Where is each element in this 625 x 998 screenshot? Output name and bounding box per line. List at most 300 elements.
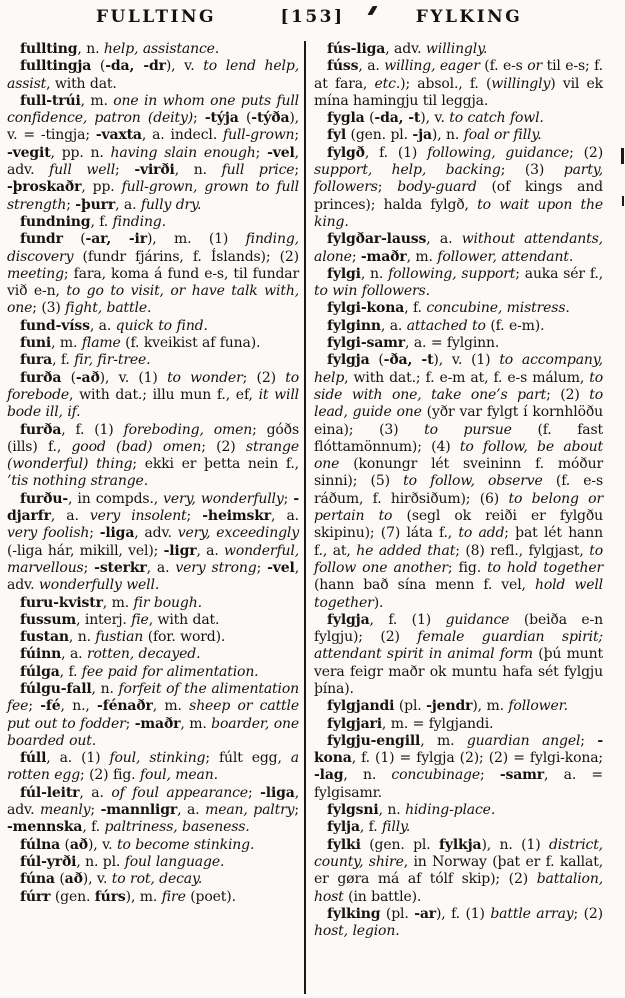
headword: fúrs [94, 888, 126, 905]
dictionary-entry [314, 127, 603, 144]
headword: fylgjandi [327, 698, 395, 715]
gloss-text: foreboding, omen [123, 421, 253, 438]
body-text: (of kings and princes); halda fylgð, [314, 179, 603, 213]
headword: -fé [40, 698, 61, 715]
body-text: (f. kveikist af funa). [120, 335, 261, 352]
headword: -þroskaðr [7, 179, 82, 196]
body-text: , f. [90, 213, 113, 230]
headword: fylja [327, 819, 360, 836]
headword: -sterkr [94, 559, 147, 576]
body-text: ; [377, 179, 398, 196]
gloss-text: following, guidance [427, 144, 570, 161]
dictionary-entry [314, 58, 603, 110]
headword: -týða [251, 110, 290, 127]
gloss-text: foul, stinking [109, 750, 206, 767]
body-text: ; [28, 698, 41, 715]
gloss-text: full-grown, grown to full strength [7, 179, 299, 213]
dictionary-entry [314, 716, 603, 733]
gloss-text: fire [161, 888, 186, 905]
gloss-text: full price [221, 162, 295, 179]
body-text: ; [294, 162, 299, 179]
headword: fúss [327, 58, 359, 75]
scan-artifact [621, 148, 624, 164]
dictionary-entry [314, 819, 603, 836]
body-text: , n. [68, 629, 96, 646]
headword: -fénaðr [97, 698, 153, 715]
body-text: , n. [378, 802, 406, 819]
scan-artifact [622, 196, 624, 206]
gloss-text: foal or filly. [463, 127, 542, 144]
body-text: (þú munt vera feigr maðr ok muntu hafa sét fylgju þína). [314, 646, 603, 697]
body-text: , m. [152, 698, 190, 715]
body-text: , m. [80, 92, 114, 109]
body-text: , adv. [7, 784, 299, 819]
body-text: ( [91, 58, 106, 75]
headword: að [64, 871, 83, 888]
gloss-text: finding, discovery [7, 231, 299, 265]
body-text: , pp. n. [50, 144, 111, 161]
headword: furða [20, 369, 62, 386]
gloss-text: fie [131, 611, 149, 628]
dictionary-entry [314, 352, 603, 611]
body-text: til e-s; f. at fara, [314, 58, 603, 92]
headword: full-trúi [20, 92, 81, 109]
body-text: ), v. (1) [99, 369, 168, 386]
gloss-text: of foul appearance [111, 784, 248, 801]
gloss-text: or [527, 58, 543, 75]
body-text: ), m. [472, 698, 509, 715]
body-text: ; [193, 110, 205, 127]
headword: fygla [327, 110, 365, 127]
dictionary-entry [314, 145, 603, 231]
text-columns [0, 39, 625, 994]
gloss-text: wonderfully well. [38, 577, 160, 594]
gloss-text: to win followers. [314, 283, 430, 300]
gloss-text: hiding-place. [405, 802, 496, 819]
gloss-text: very foolish [7, 525, 90, 542]
headword: fylking [327, 905, 381, 922]
dictionary-entry [7, 93, 299, 214]
gloss-text: sheep or cattle put out to fodder [7, 698, 299, 732]
body-text: ), m. (1) [146, 231, 246, 248]
gloss-text: following, support [388, 265, 516, 282]
dictionary-entry [314, 318, 603, 335]
body-text: , f. (1) [369, 611, 446, 628]
headword: -týja [204, 110, 239, 127]
body-text: ) vil ek mína hamingju til leggja. [314, 75, 603, 109]
headword: fundning [20, 213, 91, 230]
headword: fylgi [327, 265, 361, 282]
headword: -da, -dr [105, 58, 166, 75]
dictionary-entry [7, 231, 299, 317]
body-text: , with dat.; f. e-m at, f. e-s málum, [344, 369, 590, 386]
body-text: , a. [79, 784, 112, 801]
gloss-text: to catch fowl. [449, 110, 544, 127]
header-right-keyword: FYLKING [415, 7, 523, 27]
headword: fylkja [439, 836, 482, 853]
gloss-text: party, followers [314, 162, 604, 196]
headword: -ða, -t [383, 352, 434, 369]
dictionary-entry [314, 300, 603, 317]
body-text: , adv. [385, 41, 426, 57]
headword: furða [20, 421, 62, 438]
body-text: ), n. [431, 127, 464, 144]
headword: fylgi-kona [327, 300, 405, 317]
gloss-text: fee paid for alimentation. [81, 663, 259, 680]
gloss-text: ’tis nothing strange. [7, 473, 148, 490]
headword: -ar, -ir [85, 231, 147, 248]
body-text: , a. indecl. [141, 127, 223, 144]
body-text: , a. [177, 802, 206, 819]
headword: fyl [327, 127, 347, 144]
body-text: ; (2) fig. [80, 767, 140, 784]
gloss-text: concubinage [391, 767, 480, 784]
headword: fúll [20, 750, 47, 767]
dictionary-entry [7, 41, 299, 58]
body-text: (hann bað sína menn f. vel, [314, 577, 535, 594]
body-text: , in Norway (þat er f. kallat, er gøra má af tólf skip); (2) [314, 853, 603, 888]
gloss-text: to hold together [487, 559, 603, 576]
gloss-text: to side with one, take one’s part [314, 369, 603, 403]
gloss-text: concubine, mistress. [426, 300, 570, 317]
body-text: (f. e-s [479, 58, 528, 75]
body-text: , a. [426, 231, 462, 248]
gloss-text: he added that [356, 542, 456, 559]
gloss-text: district, county, shire [314, 836, 603, 870]
gloss-text: hold well together [314, 577, 603, 611]
dictionary-entry [7, 595, 299, 612]
body-text: ), f. (1) [436, 905, 491, 922]
dictionary-entry [7, 785, 299, 837]
body-text: , with dat.; illu mun f., ef, [69, 386, 259, 403]
gloss-text: attached to [406, 317, 486, 334]
body-text: ( [62, 231, 86, 248]
headword: fylgi-samr [327, 335, 406, 352]
body-text: , n. [174, 162, 222, 179]
body-text: , adv. [134, 525, 178, 542]
body-text: ; (2) [569, 144, 604, 161]
gloss-text: very, wonderfully [163, 490, 284, 507]
body-text: (fundr fjárins, f. Íslands); (2) [73, 248, 299, 265]
headword: -vel [267, 559, 295, 576]
body-text: , in compds., [68, 490, 164, 507]
gloss-text: to lead, guide one [314, 386, 603, 421]
headword: fund-víss [20, 317, 90, 334]
headword: -jendr [426, 698, 473, 715]
headword: fúlna [20, 836, 61, 853]
gloss-text: wonderful, marvellous [7, 542, 299, 576]
gloss-text: forfeit of the alimentation fee [7, 680, 299, 715]
headword: -mennska [7, 819, 83, 836]
body-text: ), v. (1) [433, 352, 500, 369]
body-text: (konungr lét sveininn f. móður sinni); (5) [314, 456, 603, 490]
body-text: , m. = fylgjandi. [381, 715, 494, 732]
body-text: (segl ok reiði er fylgðu skipinu); (7) láta f., [314, 508, 603, 542]
body-text: ; [89, 525, 100, 542]
body-text: , a. = fylgisamr. [314, 767, 603, 801]
headword: fylgð [327, 144, 365, 161]
body-text: , a. = fylginn. [405, 335, 500, 352]
headword: -að [75, 369, 100, 386]
body-text: ; (8) refl., fylgjast, [455, 542, 590, 559]
body-text: , m. [406, 248, 438, 265]
gloss-text: battalion, host [314, 871, 603, 905]
dictionary-entry [314, 231, 603, 266]
gloss-text: to add [458, 525, 505, 542]
dictionary-entry [7, 335, 299, 352]
body-text: (gen. pl. [346, 127, 413, 144]
body-text: ; [90, 802, 101, 819]
gloss-text: fully dry. [140, 196, 202, 213]
gloss-text: fustian [95, 629, 144, 646]
body-text: , adv. [7, 144, 299, 179]
body-text: ; [83, 559, 95, 576]
gloss-text: without attendants, alone [314, 231, 603, 265]
body-text: ; [294, 802, 299, 819]
headword: -ar [414, 905, 436, 922]
body-text: (gen. [50, 888, 95, 905]
body-text: ; fúlt egg, [205, 750, 291, 767]
gloss-text: to belong or pertain to [314, 490, 603, 525]
gloss-text: female guardian spirit; attendant spirit in animal form [314, 629, 603, 663]
body-text: , a. [61, 646, 87, 663]
gloss-text: to wonder [167, 369, 243, 386]
headword: fura [20, 352, 53, 369]
body-text: , m. [180, 715, 212, 732]
body-text: ; [247, 784, 261, 801]
headword: fylgju-engill [327, 732, 421, 749]
headword: að [69, 836, 88, 853]
right-column [306, 41, 603, 994]
body-text: , m. [102, 594, 134, 611]
gloss-text: fir, fir-tree. [74, 352, 151, 369]
body-text: ; [255, 144, 268, 161]
headword: funi [20, 335, 52, 352]
body-text: , a. [146, 559, 176, 576]
headword: fylki [327, 836, 361, 853]
headword: -lag [314, 767, 344, 784]
body-text: ), v. [420, 110, 450, 127]
body-text: ), v. [87, 836, 117, 853]
headword: fylginn [327, 317, 381, 334]
body-text: ; auka sér f., [515, 265, 603, 282]
headword: fúinn [20, 646, 62, 663]
gloss-text: to go to visit, or have talk with, one [7, 283, 299, 317]
body-text: , a. [271, 508, 299, 525]
body-text: , f. (1) = fylgja (2); (2) = fylgi-kona; [351, 750, 603, 767]
dictionary-entry [7, 352, 299, 369]
body-text: , n. [360, 265, 389, 282]
gloss-text: rotten, decayed. [86, 646, 201, 663]
body-text: ), v. = -tingja; [7, 110, 299, 144]
gloss-text: meeting [7, 265, 64, 282]
headword: -ja [412, 127, 432, 144]
gloss-text: it will bode ill, if. [7, 386, 299, 421]
gloss-text: quick to find. [115, 317, 208, 334]
headword: fúlga [20, 663, 60, 680]
headword: -vel [267, 144, 295, 161]
body-text: , f. (1) [364, 144, 428, 161]
body-text: , with dat. [46, 75, 117, 92]
body-text: (pl. [380, 905, 415, 922]
gloss-text: guardian angel [466, 732, 581, 749]
body-text: ( [61, 369, 76, 386]
body-text: , f. [82, 819, 105, 836]
body-text: ; [256, 559, 268, 576]
headword: fundr [20, 231, 63, 248]
headword: fustan [20, 629, 69, 646]
headword: -virði [134, 162, 175, 179]
headword: -vaxta [95, 127, 142, 144]
gloss-text: help, assistance. [103, 41, 220, 57]
body-text: ), m. [125, 888, 162, 905]
body-text: ; [283, 490, 294, 507]
body-text: ; ekki er þetta nein f., [132, 456, 299, 473]
gloss-text: to follow one another [314, 542, 603, 576]
dictionary-entry [7, 854, 299, 871]
gloss-text: paltriness, baseness. [104, 819, 250, 836]
body-text: ; [186, 508, 203, 525]
headword: -djarfr [7, 490, 299, 525]
headword: fussum [20, 611, 77, 628]
gloss-text: battle array [490, 905, 574, 922]
headword: fulltingja [20, 58, 92, 75]
body-text: (gen. pl. [360, 836, 440, 853]
page-header [0, 0, 625, 39]
dictionary-entry [7, 422, 299, 491]
gloss-text: to follow, observe [403, 473, 543, 490]
body-text: ; [115, 162, 135, 179]
headword: furu-kvistr [20, 594, 103, 611]
gloss-text: very insolent [89, 508, 187, 525]
body-text: , a. [50, 508, 90, 525]
body-text: (yðr var fylgt í kornhlöðu eina); (3) [314, 404, 604, 438]
body-text: , adv. [7, 559, 299, 594]
body-text: ; þat lét hann f., at, [314, 525, 603, 559]
dictionary-entry [7, 889, 299, 906]
dictionary-entry [7, 612, 299, 629]
gloss-text: having slain enough [110, 144, 256, 161]
headword: -mannligr [100, 802, 178, 819]
headword: -da, -t [374, 110, 421, 127]
headword: fúrr [20, 888, 51, 905]
body-text: ; fara, koma á fund e-s, til fundar við e-n, [7, 265, 299, 300]
headword: fylgðar-lauss [327, 231, 427, 248]
body-text: ( [60, 836, 70, 853]
body-text: , m. [420, 732, 467, 749]
gloss-text: host, legion. [314, 923, 400, 940]
gloss-text: follower. [508, 698, 568, 715]
body-text: ); absol., f. ( [400, 75, 492, 92]
body-text: (f. e-m). [485, 317, 545, 334]
gloss-text: foul language. [124, 853, 225, 870]
dictionary-entry [7, 629, 299, 646]
body-text: (f. fast flóttamönnum); (4) [314, 421, 603, 455]
gloss-text: boarder, one boarded out. [7, 715, 300, 749]
headword: -ligr [163, 542, 197, 559]
dictionary-entry [7, 58, 299, 93]
dictionary-entry [314, 733, 603, 802]
gloss-text: to rot, decay. [111, 871, 203, 888]
body-text: (poet). [185, 888, 236, 905]
headword: -vegit [7, 144, 51, 161]
body-text: ; (2) [573, 905, 603, 922]
gloss-text: to forebode [7, 369, 299, 403]
dictionary-entry [7, 871, 299, 888]
body-text: (for. word). [143, 629, 226, 646]
gloss-text: fir bough. [133, 594, 202, 611]
dictionary-entry [7, 664, 299, 681]
gloss-text: foul, mean. [139, 767, 218, 784]
body-text: , a. [89, 317, 116, 334]
headword: fúl-leitr [20, 784, 80, 801]
gloss-text: finding. [112, 213, 166, 230]
body-text: ; (3) [500, 162, 564, 179]
body-text: ). [373, 594, 384, 611]
body-text: , n. [91, 680, 119, 697]
gloss-text: a rotten egg [7, 750, 299, 784]
body-text: ), v. [165, 58, 204, 75]
gloss-text: strange (wonderful) thing [7, 438, 299, 473]
gloss-text: mean, paltry [205, 802, 295, 819]
dictionary-entry [7, 318, 299, 335]
gloss-text: willingly. [425, 41, 488, 57]
left-column [7, 41, 304, 994]
body-text: ), v. [82, 871, 112, 888]
gloss-text: guidance [445, 611, 510, 628]
gloss-text: etc. [374, 75, 401, 92]
body-text: ( [54, 871, 65, 888]
dictionary-entry [314, 698, 603, 715]
body-text: , f. [404, 300, 427, 317]
headword: fylgsni [327, 802, 379, 819]
dictionary-entry [7, 750, 299, 785]
body-text: , a. [196, 542, 224, 559]
gloss-text: meanly [40, 802, 91, 819]
body-text: , f. [52, 352, 75, 369]
gloss-text: to become stinking. [116, 836, 255, 853]
body-text: , m. [51, 335, 82, 352]
body-text: (-liga hár, mikill, vel); [7, 542, 164, 559]
dictionary-entry [7, 214, 299, 231]
body-text: , f. [59, 663, 82, 680]
body-text: ; [66, 196, 76, 213]
gloss-text: fight, battle. [65, 300, 152, 317]
body-text: , f. (1) [61, 421, 124, 438]
body-text: ; (2) [201, 438, 246, 455]
dictionary-entry [314, 335, 603, 352]
body-text: ), n. (1) [481, 836, 549, 853]
gloss-text: flame [81, 335, 121, 352]
headword: fúna [20, 871, 55, 888]
body-text: ; [351, 248, 361, 265]
body-text: ; fig. [447, 559, 488, 576]
headword: -heimskr [202, 508, 272, 525]
dictionary-entry [314, 802, 603, 819]
dictionary-entry [314, 837, 603, 906]
headword: furðu- [20, 490, 69, 507]
body-text: ; [125, 715, 135, 732]
body-text: ( [238, 110, 252, 127]
headword: -maðr [360, 248, 407, 265]
gloss-text: full well [49, 162, 116, 179]
dictionary-entry [7, 837, 299, 854]
gloss-text: to pursue [424, 421, 512, 438]
body-text: ; [580, 732, 598, 749]
dictionary-entry [7, 370, 299, 422]
gloss-text: willing, eager [384, 58, 480, 75]
body-text: , a. [358, 58, 385, 75]
